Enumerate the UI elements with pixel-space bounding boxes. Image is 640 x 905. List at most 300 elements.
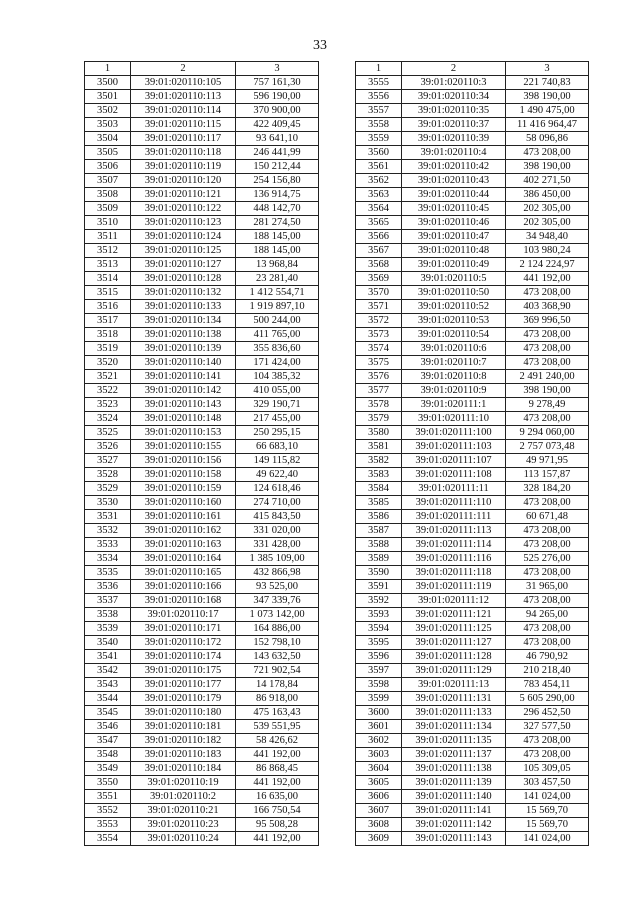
row-number-cell: 3604: [356, 762, 402, 776]
table-row: [85, 776, 319, 790]
table-row: [356, 832, 589, 846]
page-number: 33: [313, 38, 327, 53]
cadastral-number-cell: 39:01:020110:37: [402, 118, 506, 132]
table-row: [356, 804, 589, 818]
row-number-cell: 3554: [85, 832, 131, 846]
table-row: [356, 608, 589, 622]
value-cell: 721 902,54: [236, 664, 319, 678]
row-number-cell: 3571: [356, 300, 402, 314]
row-number-cell: 3574: [356, 342, 402, 356]
row-number-cell: 3608: [356, 818, 402, 832]
table-row: [356, 496, 589, 510]
value-cell: 473 208,00: [506, 538, 589, 552]
table-row: [85, 426, 319, 440]
value-cell: 410 055,00: [236, 384, 319, 398]
table-row: [85, 580, 319, 594]
value-cell: 210 218,40: [506, 664, 589, 678]
value-cell: 105 309,05: [506, 762, 589, 776]
row-number-cell: 3588: [356, 538, 402, 552]
cadastral-number-cell: 39:01:020110:115: [131, 118, 236, 132]
table-row: [85, 258, 319, 272]
row-number-cell: 3592: [356, 594, 402, 608]
row-number-cell: 3538: [85, 608, 131, 622]
value-cell: 475 163,43: [236, 706, 319, 720]
cadastral-number-cell: 39:01:020110:9: [402, 384, 506, 398]
table-row: [356, 342, 589, 356]
row-number-cell: 3508: [85, 188, 131, 202]
value-cell: 166 750,54: [236, 804, 319, 818]
row-number-cell: 3569: [356, 272, 402, 286]
table-row: [356, 244, 589, 258]
cadastral-number-cell: 39:01:020111:131: [402, 692, 506, 706]
cadastral-number-cell: 39:01:020110:39: [402, 132, 506, 146]
value-cell: 58 426,62: [236, 734, 319, 748]
value-cell: 143 632,50: [236, 650, 319, 664]
right-table: [355, 61, 589, 846]
table-row: [356, 440, 589, 454]
table-row: [356, 776, 589, 790]
value-cell: 398 190,00: [506, 90, 589, 104]
table-row: [356, 636, 589, 650]
value-cell: 149 115,82: [236, 454, 319, 468]
row-number-cell: 3561: [356, 160, 402, 174]
cadastral-number-cell: 39:01:020110:172: [131, 636, 236, 650]
value-cell: 171 424,00: [236, 356, 319, 370]
table-row: [356, 398, 589, 412]
cadastral-number-cell: 39:01:020111:118: [402, 566, 506, 580]
cadastral-number-cell: 39:01:020110:23: [131, 818, 236, 832]
cadastral-number-cell: 39:01:020111:10: [402, 412, 506, 426]
row-number-cell: 3603: [356, 748, 402, 762]
table-row: [356, 174, 589, 188]
row-number-cell: 3535: [85, 566, 131, 580]
cadastral-number-cell: 39:01:020110:158: [131, 468, 236, 482]
value-cell: 152 798,10: [236, 636, 319, 650]
row-number-cell: 3573: [356, 328, 402, 342]
cadastral-number-cell: 39:01:020110:153: [131, 426, 236, 440]
value-cell: 16 635,00: [236, 790, 319, 804]
table-row: [85, 202, 319, 216]
column-header-1: 1: [85, 62, 131, 76]
row-number-cell: 3503: [85, 118, 131, 132]
row-number-cell: 3533: [85, 538, 131, 552]
value-cell: 331 020,00: [236, 524, 319, 538]
row-number-cell: 3558: [356, 118, 402, 132]
value-cell: 596 190,00: [236, 90, 319, 104]
value-cell: 1 073 142,00: [236, 608, 319, 622]
value-cell: 136 914,75: [236, 188, 319, 202]
table-row: [85, 230, 319, 244]
value-cell: 49 622,40: [236, 468, 319, 482]
row-number-cell: 3512: [85, 244, 131, 258]
row-number-cell: 3581: [356, 440, 402, 454]
row-number-cell: 3587: [356, 524, 402, 538]
value-cell: 95 508,28: [236, 818, 319, 832]
row-number-cell: 3539: [85, 622, 131, 636]
table-row: [85, 286, 319, 300]
cadastral-number-cell: 39:01:020111:119: [402, 580, 506, 594]
table-row: [85, 762, 319, 776]
table-row: [85, 104, 319, 118]
right-table-body: [356, 76, 589, 846]
value-cell: 246 441,99: [236, 146, 319, 160]
row-number-cell: 3593: [356, 608, 402, 622]
value-cell: 2 757 073,48: [506, 440, 589, 454]
cadastral-number-cell: 39:01:020110:24: [131, 832, 236, 846]
row-number-cell: 3598: [356, 678, 402, 692]
value-cell: 473 208,00: [506, 524, 589, 538]
cadastral-number-cell: 39:01:020111:128: [402, 650, 506, 664]
cadastral-number-cell: 39:01:020110:156: [131, 454, 236, 468]
value-cell: 1 490 475,00: [506, 104, 589, 118]
value-cell: 441 192,00: [236, 776, 319, 790]
row-number-cell: 3591: [356, 580, 402, 594]
value-cell: 86 918,00: [236, 692, 319, 706]
value-cell: 757 161,30: [236, 76, 319, 90]
value-cell: 432 866,98: [236, 566, 319, 580]
cadastral-number-cell: 39:01:020110:114: [131, 104, 236, 118]
table-row: [85, 818, 319, 832]
value-cell: 525 276,00: [506, 552, 589, 566]
table-row: [85, 412, 319, 426]
cadastral-number-cell: 39:01:020110:47: [402, 230, 506, 244]
column-header-3: 3: [506, 62, 589, 76]
value-cell: 369 996,50: [506, 314, 589, 328]
cadastral-number-cell: 39:01:020110:171: [131, 622, 236, 636]
row-number-cell: 3605: [356, 776, 402, 790]
row-number-cell: 3500: [85, 76, 131, 90]
row-number-cell: 3522: [85, 384, 131, 398]
row-number-cell: 3531: [85, 510, 131, 524]
value-cell: 473 208,00: [506, 622, 589, 636]
row-number-cell: 3567: [356, 244, 402, 258]
cadastral-number-cell: 39:01:020110:181: [131, 720, 236, 734]
cadastral-number-cell: 39:01:020111:134: [402, 720, 506, 734]
table-row: [85, 678, 319, 692]
cadastral-number-cell: 39:01:020111:143: [402, 832, 506, 846]
row-number-cell: 3519: [85, 342, 131, 356]
cadastral-number-cell: 39:01:020110:160: [131, 496, 236, 510]
row-number-cell: 3526: [85, 440, 131, 454]
cadastral-number-cell: 39:01:020110:179: [131, 692, 236, 706]
value-cell: 347 339,76: [236, 594, 319, 608]
value-cell: 86 868,45: [236, 762, 319, 776]
row-number-cell: 3609: [356, 832, 402, 846]
value-cell: 303 457,50: [506, 776, 589, 790]
cadastral-number-cell: 39:01:020110:143: [131, 398, 236, 412]
row-number-cell: 3570: [356, 286, 402, 300]
value-cell: 1 412 554,71: [236, 286, 319, 300]
row-number-cell: 3582: [356, 454, 402, 468]
table-row: [356, 76, 589, 90]
value-cell: 46 790,92: [506, 650, 589, 664]
cadastral-number-cell: 39:01:020110:124: [131, 230, 236, 244]
row-number-cell: 3583: [356, 468, 402, 482]
row-number-cell: 3501: [85, 90, 131, 104]
table-header-row: [356, 62, 589, 76]
cadastral-number-cell: 39:01:020110:49: [402, 258, 506, 272]
cadastral-number-cell: 39:01:020110:19: [131, 776, 236, 790]
row-number-cell: 3544: [85, 692, 131, 706]
row-number-cell: 3568: [356, 258, 402, 272]
table-row: [356, 328, 589, 342]
table-row: [356, 216, 589, 230]
table-row: [356, 818, 589, 832]
table-row: [356, 706, 589, 720]
row-number-cell: 3562: [356, 174, 402, 188]
table-row: [356, 566, 589, 580]
cadastral-number-cell: 39:01:020110:138: [131, 328, 236, 342]
value-cell: 473 208,00: [506, 734, 589, 748]
row-number-cell: 3541: [85, 650, 131, 664]
table-row: [85, 804, 319, 818]
value-cell: 370 900,00: [236, 104, 319, 118]
value-cell: 202 305,00: [506, 202, 589, 216]
cadastral-number-cell: 39:01:020111:113: [402, 524, 506, 538]
table-row: [356, 454, 589, 468]
cadastral-number-cell: 39:01:020111:125: [402, 622, 506, 636]
table-row: [85, 216, 319, 230]
value-cell: 473 208,00: [506, 594, 589, 608]
value-cell: 49 971,95: [506, 454, 589, 468]
row-number-cell: 3557: [356, 104, 402, 118]
cadastral-number-cell: 39:01:020111:110: [402, 496, 506, 510]
cadastral-number-cell: 39:01:020110:133: [131, 300, 236, 314]
row-number-cell: 3545: [85, 706, 131, 720]
value-cell: 441 192,00: [236, 832, 319, 846]
cadastral-number-cell: 39:01:020110:105: [131, 76, 236, 90]
row-number-cell: 3585: [356, 496, 402, 510]
cadastral-number-cell: 39:01:020110:43: [402, 174, 506, 188]
row-number-cell: 3514: [85, 272, 131, 286]
row-number-cell: 3524: [85, 412, 131, 426]
cadastral-number-cell: 39:01:020111:13: [402, 678, 506, 692]
table-row: [356, 188, 589, 202]
cadastral-number-cell: 39:01:020110:53: [402, 314, 506, 328]
table-row: [85, 636, 319, 650]
value-cell: 202 305,00: [506, 216, 589, 230]
row-number-cell: 3536: [85, 580, 131, 594]
row-number-cell: 3599: [356, 692, 402, 706]
row-number-cell: 3586: [356, 510, 402, 524]
table-row: [85, 370, 319, 384]
table-row: [356, 258, 589, 272]
table-row: [356, 482, 589, 496]
value-cell: 60 671,48: [506, 510, 589, 524]
row-number-cell: 3542: [85, 664, 131, 678]
cadastral-number-cell: 39:01:020110:155: [131, 440, 236, 454]
cadastral-number-cell: 39:01:020111:141: [402, 804, 506, 818]
value-cell: 13 968,84: [236, 258, 319, 272]
cadastral-number-cell: 39:01:020111:100: [402, 426, 506, 440]
cadastral-number-cell: 39:01:020110:52: [402, 300, 506, 314]
cadastral-number-cell: 39:01:020110:180: [131, 706, 236, 720]
cadastral-number-cell: 39:01:020110:128: [131, 272, 236, 286]
cadastral-number-cell: 39:01:020110:161: [131, 510, 236, 524]
cadastral-number-cell: 39:01:020110:120: [131, 174, 236, 188]
cadastral-number-cell: 39:01:020111:135: [402, 734, 506, 748]
table-row: [356, 230, 589, 244]
row-number-cell: 3534: [85, 552, 131, 566]
cadastral-number-cell: 39:01:020111:108: [402, 468, 506, 482]
cadastral-number-cell: 39:01:020110:122: [131, 202, 236, 216]
cadastral-number-cell: 39:01:020110:132: [131, 286, 236, 300]
row-number-cell: 3580: [356, 426, 402, 440]
value-cell: 250 295,15: [236, 426, 319, 440]
row-number-cell: 3560: [356, 146, 402, 160]
table-row: [85, 622, 319, 636]
table-row: [356, 524, 589, 538]
table-row: [356, 202, 589, 216]
value-cell: 66 683,10: [236, 440, 319, 454]
cadastral-number-cell: 39:01:020111:114: [402, 538, 506, 552]
value-cell: 441 192,00: [236, 748, 319, 762]
value-cell: 9 278,49: [506, 398, 589, 412]
value-cell: 103 980,24: [506, 244, 589, 258]
column-header-1: 1: [356, 62, 402, 76]
cadastral-number-cell: 39:01:020111:121: [402, 608, 506, 622]
table-row: [85, 664, 319, 678]
value-cell: 441 192,00: [506, 272, 589, 286]
row-number-cell: 3565: [356, 216, 402, 230]
cadastral-number-cell: 39:01:020110:35: [402, 104, 506, 118]
cadastral-number-cell: 39:01:020111:12: [402, 594, 506, 608]
value-cell: 9 294 060,00: [506, 426, 589, 440]
value-cell: 34 948,40: [506, 230, 589, 244]
row-number-cell: 3579: [356, 412, 402, 426]
value-cell: 15 569,70: [506, 818, 589, 832]
value-cell: 539 551,95: [236, 720, 319, 734]
cadastral-number-cell: 39:01:020111:11: [402, 482, 506, 496]
row-number-cell: 3510: [85, 216, 131, 230]
cadastral-number-cell: 39:01:020110:118: [131, 146, 236, 160]
value-cell: 473 208,00: [506, 636, 589, 650]
cadastral-number-cell: 39:01:020110:175: [131, 664, 236, 678]
cadastral-number-cell: 39:01:020110:183: [131, 748, 236, 762]
table-row: [85, 398, 319, 412]
table-row: [85, 468, 319, 482]
table-row: [356, 748, 589, 762]
cadastral-number-cell: 39:01:020110:127: [131, 258, 236, 272]
table-row: [356, 650, 589, 664]
row-number-cell: 3548: [85, 748, 131, 762]
cadastral-number-cell: 39:01:020110:148: [131, 412, 236, 426]
value-cell: 473 208,00: [506, 566, 589, 580]
value-cell: 398 190,00: [506, 160, 589, 174]
value-cell: 2 491 240,00: [506, 370, 589, 384]
row-number-cell: 3564: [356, 202, 402, 216]
table-row: [356, 720, 589, 734]
row-number-cell: 3549: [85, 762, 131, 776]
table-row: [85, 132, 319, 146]
value-cell: 254 156,80: [236, 174, 319, 188]
value-cell: 11 416 964,47: [506, 118, 589, 132]
table-row: [85, 454, 319, 468]
table-row: [356, 552, 589, 566]
row-number-cell: 3527: [85, 454, 131, 468]
value-cell: 15 569,70: [506, 804, 589, 818]
table-row: [85, 510, 319, 524]
value-cell: 386 450,00: [506, 188, 589, 202]
table-row: [356, 356, 589, 370]
value-cell: 448 142,70: [236, 202, 319, 216]
cadastral-number-cell: 39:01:020110:163: [131, 538, 236, 552]
table-row: [85, 706, 319, 720]
value-cell: 783 454,11: [506, 678, 589, 692]
value-cell: 473 208,00: [506, 356, 589, 370]
cadastral-number-cell: 39:01:020111:1: [402, 398, 506, 412]
row-number-cell: 3566: [356, 230, 402, 244]
table-row: [356, 538, 589, 552]
table-row: [85, 720, 319, 734]
cadastral-number-cell: 39:01:020110:162: [131, 524, 236, 538]
table-row: [85, 748, 319, 762]
table-row: [85, 482, 319, 496]
value-cell: 93 641,10: [236, 132, 319, 146]
value-cell: 2 124 224,97: [506, 258, 589, 272]
value-cell: 422 409,45: [236, 118, 319, 132]
table-row: [85, 496, 319, 510]
cadastral-number-cell: 39:01:020110:54: [402, 328, 506, 342]
value-cell: 104 385,32: [236, 370, 319, 384]
table-row: [356, 314, 589, 328]
row-number-cell: 3529: [85, 482, 131, 496]
table-row: [85, 188, 319, 202]
row-number-cell: 3597: [356, 664, 402, 678]
row-number-cell: 3590: [356, 566, 402, 580]
table-row: [356, 580, 589, 594]
table-row: [356, 286, 589, 300]
value-cell: 274 710,00: [236, 496, 319, 510]
value-cell: 331 428,00: [236, 538, 319, 552]
table-row: [85, 524, 319, 538]
row-number-cell: 3506: [85, 160, 131, 174]
value-cell: 93 525,00: [236, 580, 319, 594]
value-cell: 473 208,00: [506, 146, 589, 160]
row-number-cell: 3553: [85, 818, 131, 832]
row-number-cell: 3523: [85, 398, 131, 412]
table-row: [85, 90, 319, 104]
row-number-cell: 3552: [85, 804, 131, 818]
row-number-cell: 3507: [85, 174, 131, 188]
cadastral-number-cell: 39:01:020110:168: [131, 594, 236, 608]
table-row: [85, 608, 319, 622]
table-row: [85, 76, 319, 90]
cadastral-number-cell: 39:01:020110:119: [131, 160, 236, 174]
cadastral-number-cell: 39:01:020110:44: [402, 188, 506, 202]
value-cell: 473 208,00: [506, 286, 589, 300]
row-number-cell: 3563: [356, 188, 402, 202]
table-row: [85, 692, 319, 706]
table-row: [356, 104, 589, 118]
value-cell: 473 208,00: [506, 342, 589, 356]
row-number-cell: 3517: [85, 314, 131, 328]
value-cell: 23 281,40: [236, 272, 319, 286]
cadastral-number-cell: 39:01:020110:166: [131, 580, 236, 594]
row-number-cell: 3550: [85, 776, 131, 790]
table-row: [356, 300, 589, 314]
value-cell: 1 919 897,10: [236, 300, 319, 314]
value-cell: 327 577,50: [506, 720, 589, 734]
table-row: [85, 160, 319, 174]
cadastral-number-cell: 39:01:020111:140: [402, 790, 506, 804]
row-number-cell: 3607: [356, 804, 402, 818]
cadastral-number-cell: 39:01:020110:117: [131, 132, 236, 146]
cadastral-number-cell: 39:01:020110:42: [402, 160, 506, 174]
value-cell: 403 368,90: [506, 300, 589, 314]
value-cell: 188 145,00: [236, 230, 319, 244]
cadastral-number-cell: 39:01:020110:2: [131, 790, 236, 804]
